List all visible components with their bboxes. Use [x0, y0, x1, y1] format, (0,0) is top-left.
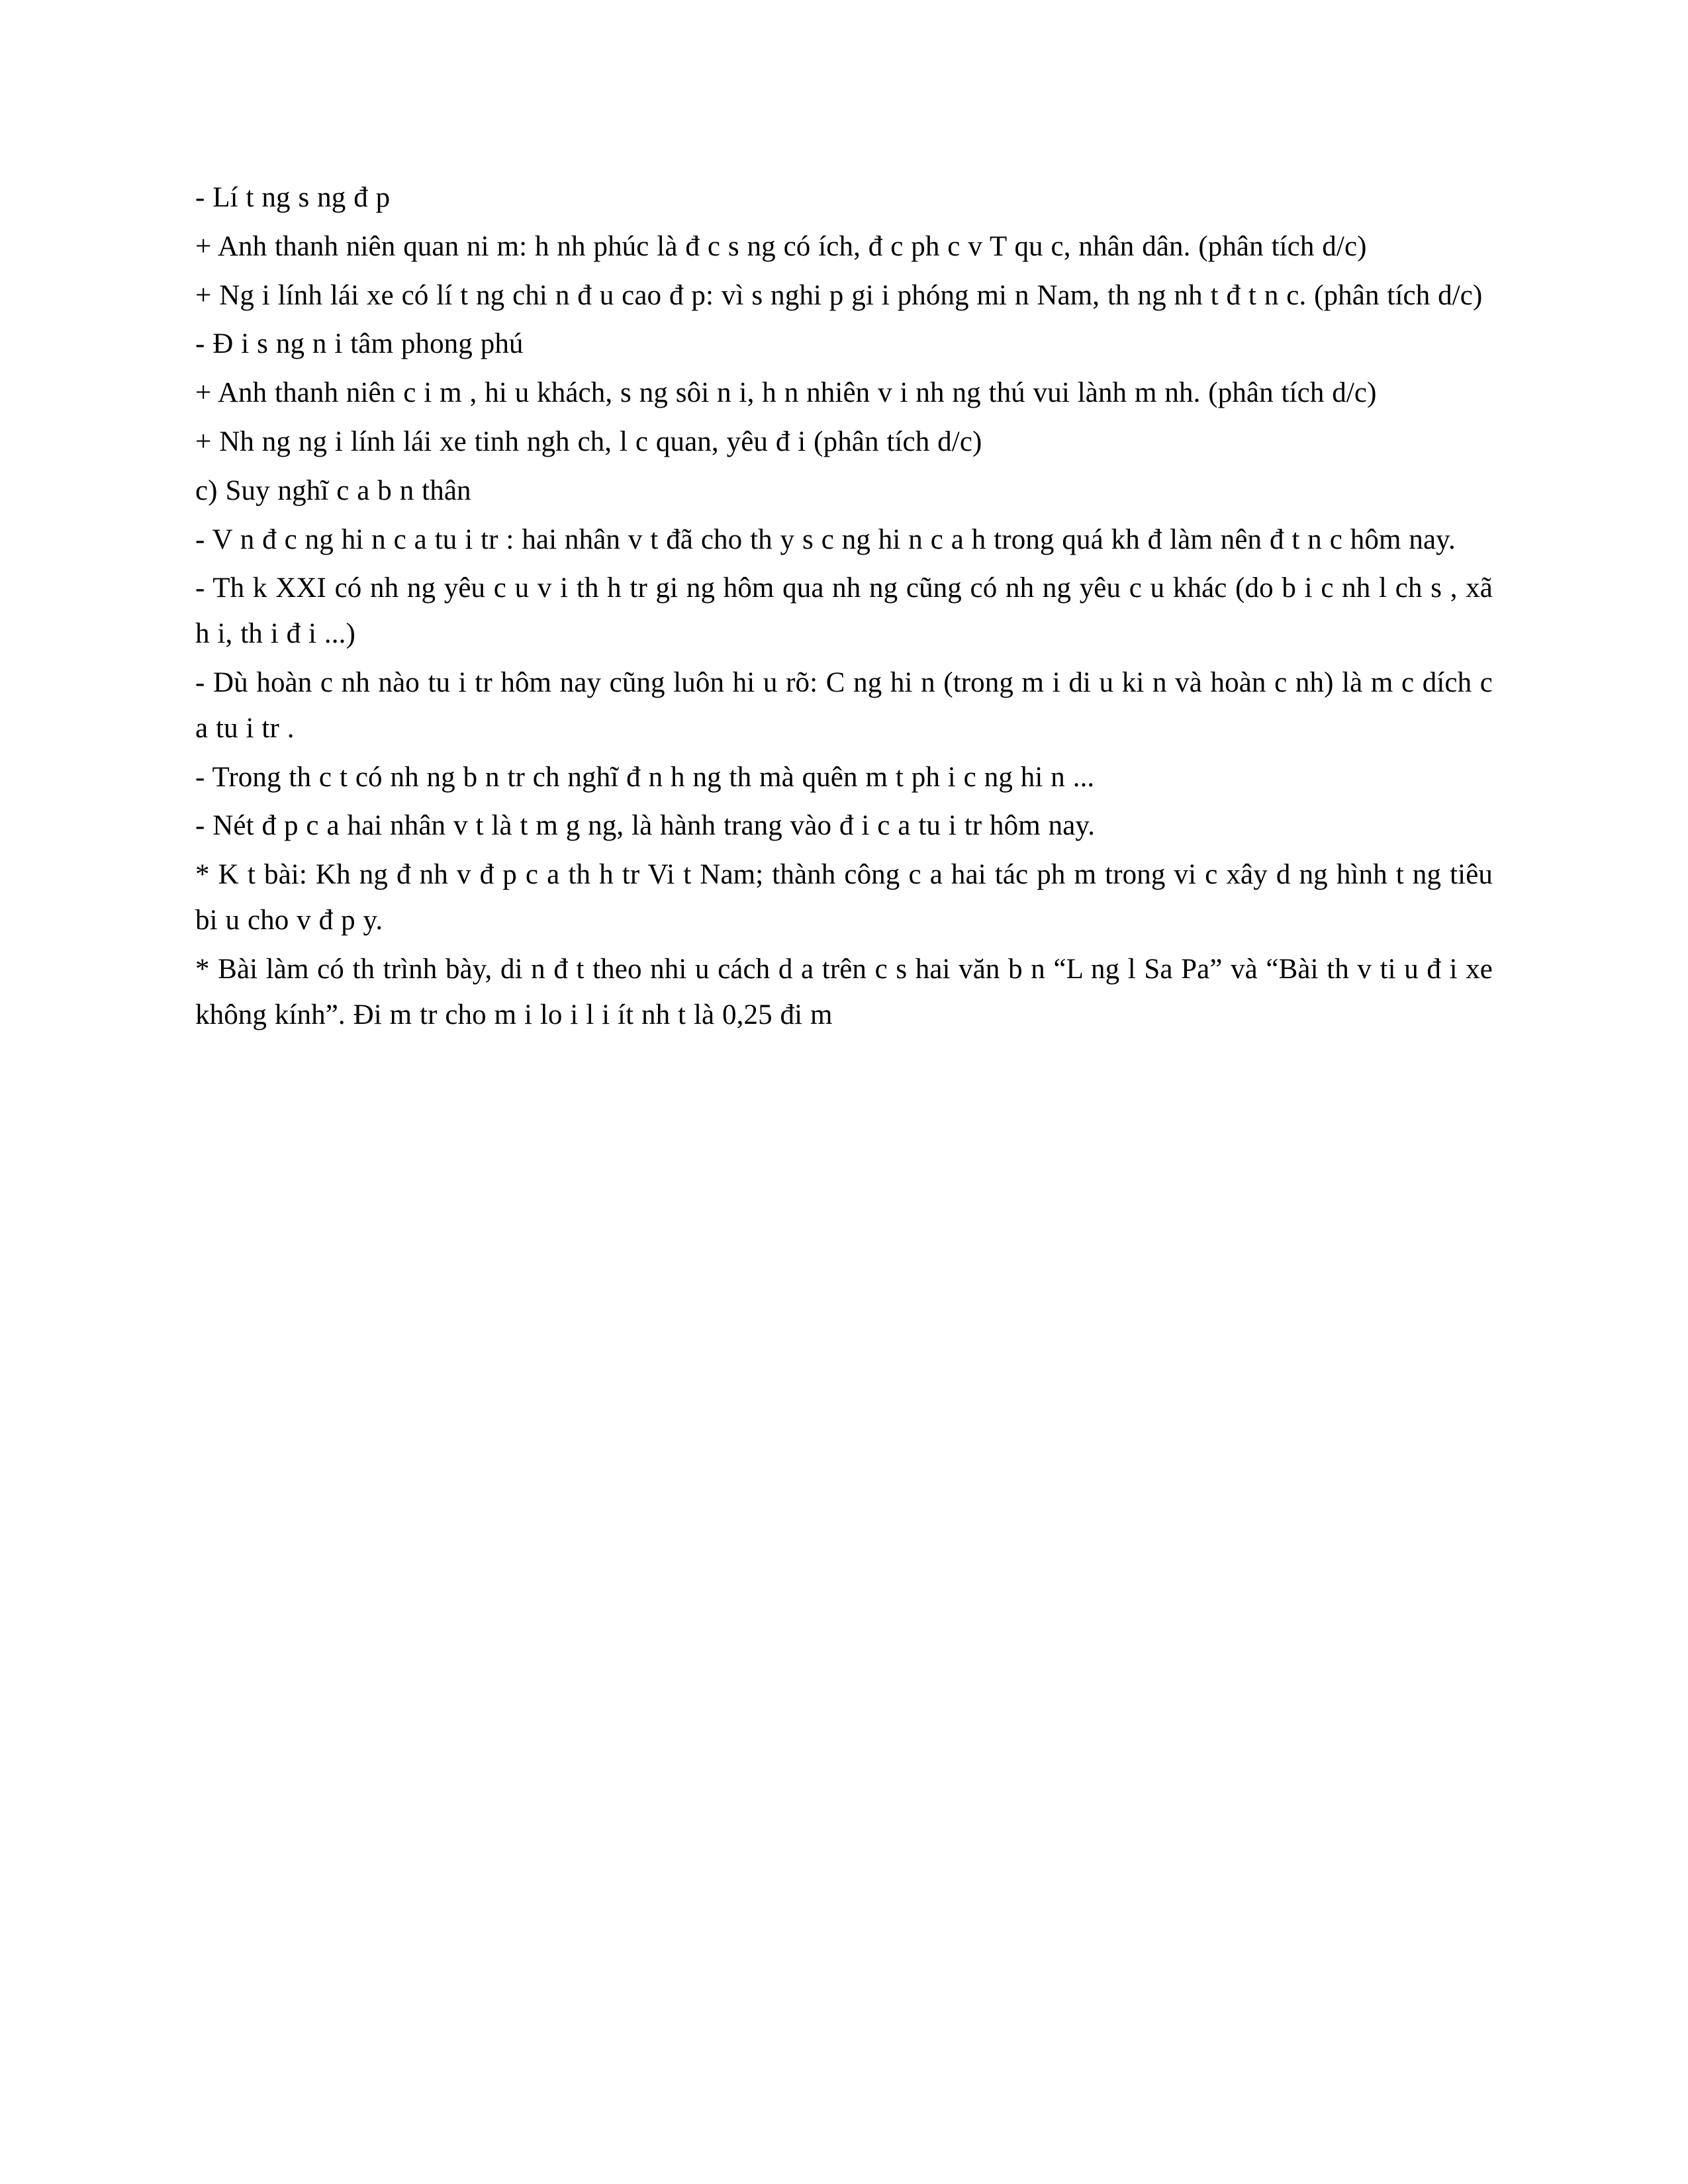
paragraph: + Ng i lính lái xe có lí t ng chi n đ u cao đ p: vì s nghi p gi i phóng mi n Nam, th ng nh t đ t n c. (phân tích d/c): [195, 279, 1483, 311]
paragraph: - Th k XXI có nh ng yêu c u v i th h tr gi ng hôm qua nh ng cũng có nh ng yêu c u khác (do b i c nh l ch s , xã h i, th i đ i ...): [195, 572, 1493, 650]
paragraph: - V n đ c ng hi n c a tu i tr : hai nhân v t đã cho th y s c ng hi n c a h trong quá kh đ làm nên đ t n c hôm nay.: [195, 523, 1456, 555]
paragraph: - Nét đ p c a hai nhân v t là t m g ng, là hành trang vào đ i c a tu i tr hôm nay.: [195, 810, 1096, 842]
paragraph: + Anh thanh niên quan ni m: h nh phúc là đ c s ng có ích, đ c ph c v T qu c, nhân dân. (phân tích d/c): [195, 230, 1367, 262]
paragraph: - Lí t ng s ng đ p: [195, 182, 391, 213]
paragraph: c) Suy nghĩ c a b n thân: [195, 475, 471, 506]
paragraph: * Bài làm có th trình bày, di n đ t theo nhi u cách d a trên c s hai văn b n “L ng l Sa Pa” và “Bài th v ti u đ i xe không kính”. Đi m tr cho m i lo i l i ít nh t là 0,25 đi m: [195, 953, 1493, 1030]
document-body: [195, 175, 1493, 1038]
paragraph: + Nh ng ng i lính lái xe tinh ngh ch, l c quan, yêu đ i (phân tích d/c): [195, 426, 982, 457]
paragraph: - Trong th c t có nh ng b n tr ch nghĩ đ n h ng th mà quên m t ph i c ng hi n ...: [195, 761, 1095, 793]
paragraph: - Dù hoàn c nh nào tu i tr hôm nay cũng luôn hi u rõ: C ng hi n (trong m i di u ki n và hoàn c nh) là m c dích c a tu i tr .: [195, 666, 1493, 744]
paragraph: + Anh thanh niên c i m , hi u khách, s ng sôi n i, h n nhiên v i nh ng thú vui lành m nh. (phân tích d/c): [195, 377, 1377, 409]
paragraph: - Đ i s ng n i tâm phong phú: [195, 328, 524, 360]
paragraph: * K t bài: Kh ng đ nh v đ p c a th h tr Vi t Nam; thành công c a hai tác ph m trong vi c xây d ng hình t ng tiêu bi u cho v đ p y.: [195, 859, 1493, 936]
